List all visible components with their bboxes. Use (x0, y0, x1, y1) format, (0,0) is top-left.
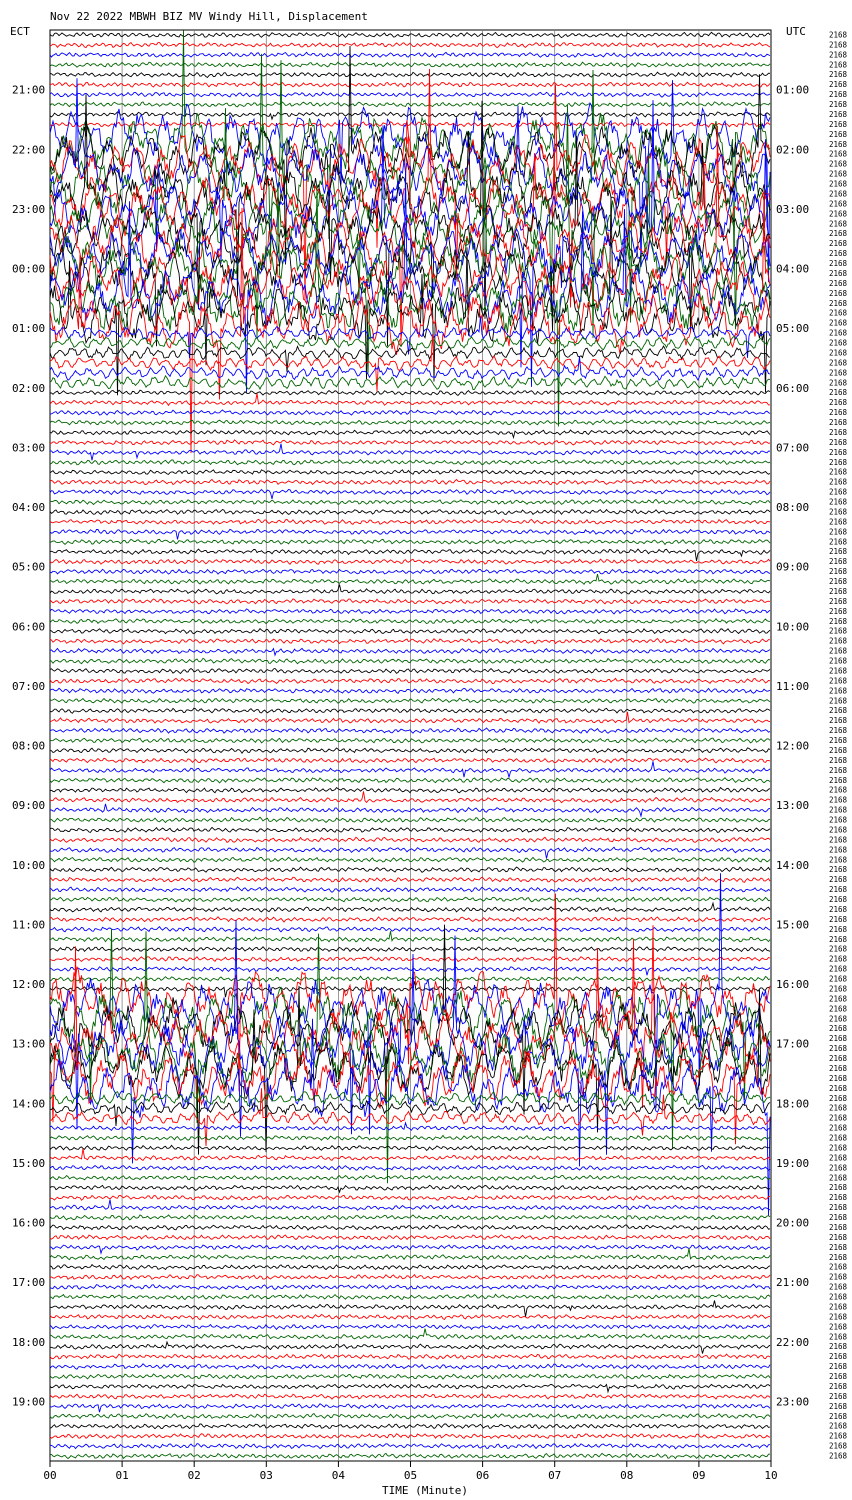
ect-hour-label: 09:00 (12, 799, 46, 813)
gain-label: 2168 (829, 288, 848, 298)
gain-label: 2168 (829, 636, 848, 646)
gain-label: 2168 (829, 1193, 848, 1203)
gain-label: 2168 (829, 30, 848, 40)
utc-hour-label: 04:00 (776, 262, 810, 276)
utc-hour-label: 17:00 (776, 1037, 810, 1051)
gain-label: 2168 (829, 1362, 848, 1372)
ect-hour-label: 13:00 (12, 1037, 46, 1051)
ect-hour-label: 11:00 (12, 918, 46, 932)
gain-label: 2168 (829, 914, 848, 924)
gain-label: 2168 (829, 964, 848, 974)
gain-label: 2168 (829, 676, 848, 686)
gain-label: 2168 (829, 1123, 848, 1133)
gain-label: 2168 (829, 497, 848, 507)
gain-label: 2168 (829, 50, 848, 60)
ect-hour-label: 07:00 (12, 679, 46, 693)
utc-hour-label: 12:00 (776, 739, 810, 753)
ect-hour-label: 16:00 (12, 1216, 46, 1230)
gain-label: 2168 (829, 60, 848, 70)
gain-label: 2168 (829, 278, 848, 288)
gain-label: 2168 (829, 904, 848, 914)
gain-label: 2168 (829, 1222, 848, 1232)
ect-hour-label: 00:00 (12, 262, 46, 276)
gain-label: 2168 (829, 626, 848, 636)
gain-label: 2168 (829, 338, 848, 348)
utc-hour-label: 06:00 (776, 381, 810, 395)
gain-label: 2168 (829, 149, 848, 159)
x-tick-label: 08 (620, 1469, 634, 1482)
ect-hour-label: 14:00 (12, 1097, 46, 1111)
gain-label: 2168 (829, 736, 848, 746)
ect-hour-label: 18:00 (12, 1335, 46, 1349)
gain-label: 2168 (829, 845, 848, 855)
gain-label: 2168 (829, 119, 848, 129)
gain-label: 2168 (829, 1113, 848, 1123)
gain-label: 2168 (829, 1133, 848, 1143)
utc-hour-label: 10:00 (776, 620, 810, 634)
gain-label: 2168 (829, 1342, 848, 1352)
gain-label: 2168 (829, 328, 848, 338)
ect-hour-label: 23:00 (12, 202, 46, 216)
utc-hour-label: 02:00 (776, 143, 810, 157)
utc-hour-label: 07:00 (776, 441, 810, 455)
gain-label: 2168 (829, 298, 848, 308)
x-tick-label: 02 (187, 1469, 201, 1482)
gain-label: 2168 (829, 1004, 848, 1014)
gain-label: 2168 (829, 40, 848, 50)
left-timezone-label: ECT (10, 25, 30, 38)
gain-label: 2168 (829, 507, 848, 517)
gain-label: 2168 (829, 219, 848, 229)
gain-label: 2168 (829, 865, 848, 875)
gain-label: 2168 (829, 1044, 848, 1054)
gain-label: 2168 (829, 547, 848, 557)
gain-label: 2168 (829, 159, 848, 169)
gain-label: 2168 (829, 616, 848, 626)
x-tick-label: 01 (115, 1469, 129, 1482)
gain-label: 2168 (829, 696, 848, 706)
gain-label: 2168 (829, 378, 848, 388)
gain-label: 2168 (829, 388, 848, 398)
gain-label: 2168 (829, 944, 848, 954)
ect-hour-label: 06:00 (12, 620, 46, 634)
gain-label: 2168 (829, 1381, 848, 1391)
x-tick-label: 06 (475, 1469, 490, 1482)
chart-title: Nov 22 2022 MBWH BIZ MV Windy Hill, Displacement (50, 10, 368, 23)
gain-label: 2168 (829, 169, 848, 179)
gain-label: 2168 (829, 656, 848, 666)
gain-label: 2168 (829, 835, 848, 845)
gain-label: 2168 (829, 398, 848, 408)
utc-hour-label: 13:00 (776, 799, 810, 813)
gain-label: 2168 (829, 139, 848, 149)
gain-label: 2168 (829, 1143, 848, 1153)
x-tick-label: 05 (403, 1469, 418, 1482)
gain-label: 2168 (829, 954, 848, 964)
utc-hour-label: 03:00 (776, 202, 810, 216)
gain-label: 2168 (829, 100, 848, 110)
utc-hour-label: 19:00 (776, 1156, 810, 1170)
x-tick-label: 09 (692, 1469, 706, 1482)
gain-label: 2168 (829, 1312, 848, 1322)
gain-label: 2168 (829, 1203, 848, 1213)
gain-label: 2168 (829, 596, 848, 606)
gain-label: 2168 (829, 855, 848, 865)
gain-label: 2168 (829, 1073, 848, 1083)
utc-hour-label: 11:00 (776, 679, 810, 693)
gain-label: 2168 (829, 825, 848, 835)
gain-label: 2168 (829, 467, 848, 477)
ect-hour-label: 12:00 (12, 978, 46, 991)
gain-label: 2168 (829, 199, 848, 209)
gain-labels (829, 30, 848, 1460)
gain-label: 2168 (829, 90, 848, 100)
gain-label: 2168 (829, 70, 848, 80)
gain-label: 2168 (829, 1232, 848, 1242)
x-tick-label: 03 (259, 1469, 273, 1482)
gain-label: 2168 (829, 109, 848, 119)
ect-hour-label: 17:00 (12, 1276, 46, 1290)
gain-label: 2168 (829, 775, 848, 785)
gain-label: 2168 (829, 477, 848, 487)
ect-hour-label: 08:00 (12, 739, 46, 753)
gain-label: 2168 (829, 606, 848, 616)
gain-label: 2168 (829, 875, 848, 885)
gain-label: 2168 (829, 586, 848, 596)
gain-label: 2168 (829, 745, 848, 755)
gain-label: 2168 (829, 706, 848, 716)
gain-label: 2168 (829, 537, 848, 547)
gain-label: 2168 (829, 1332, 848, 1342)
gain-label: 2168 (829, 557, 848, 567)
utc-hour-label: 20:00 (776, 1216, 810, 1230)
gain-label: 2168 (829, 716, 848, 726)
gain-label: 2168 (829, 1024, 848, 1034)
utc-hour-label: 08:00 (776, 501, 810, 514)
gain-label: 2168 (829, 418, 848, 428)
utc-hour-label: 16:00 (776, 978, 810, 991)
gain-label: 2168 (829, 1272, 848, 1282)
ect-hour-label: 21:00 (12, 83, 46, 97)
gain-label: 2168 (829, 179, 848, 189)
ect-hour-label: 03:00 (12, 441, 46, 455)
utc-hour-label: 22:00 (776, 1335, 810, 1349)
gain-label: 2168 (829, 1103, 848, 1113)
gain-label: 2168 (829, 1153, 848, 1163)
gain-label: 2168 (829, 487, 848, 497)
x-tick-label: 07 (548, 1469, 562, 1482)
gain-label: 2168 (829, 427, 848, 437)
utc-hour-label: 21:00 (776, 1276, 810, 1290)
gain-label: 2168 (829, 1401, 848, 1411)
gain-label: 2168 (829, 447, 848, 457)
gain-label: 2168 (829, 567, 848, 577)
gain-label: 2168 (829, 229, 848, 239)
gain-label: 2168 (829, 1262, 848, 1272)
gain-label: 2168 (829, 249, 848, 259)
gain-label: 2168 (829, 1302, 848, 1312)
ect-hour-label: 01:00 (12, 322, 46, 336)
x-tick-label: 04 (331, 1469, 346, 1482)
utc-hour-label: 14:00 (776, 858, 810, 872)
ect-hour-label: 15:00 (12, 1156, 46, 1170)
gain-label: 2168 (829, 239, 848, 249)
gain-label: 2168 (829, 1014, 848, 1024)
gain-label: 2168 (829, 765, 848, 775)
gain-label: 2168 (829, 755, 848, 765)
gain-label: 2168 (829, 726, 848, 736)
gain-label: 2168 (829, 1242, 848, 1252)
gain-label: 2168 (829, 189, 848, 199)
gain-label: 2168 (829, 1063, 848, 1073)
gain-label: 2168 (829, 666, 848, 676)
gain-label: 2168 (829, 1391, 848, 1401)
x-tick-label: 10 (764, 1469, 778, 1482)
utc-hour-label: 05:00 (776, 322, 810, 336)
gain-label: 2168 (829, 517, 848, 527)
gain-label: 2168 (829, 209, 848, 219)
gain-label: 2168 (829, 895, 848, 905)
ect-hour-label: 05:00 (12, 560, 46, 574)
gain-label: 2168 (829, 1352, 848, 1362)
gain-label: 2168 (829, 1173, 848, 1183)
gain-label: 2168 (829, 934, 848, 944)
utc-hour-label: 09:00 (776, 560, 810, 574)
ect-hour-label: 04:00 (12, 501, 46, 514)
gain-label: 2168 (829, 1183, 848, 1193)
gain-label: 2168 (829, 437, 848, 447)
gain-label: 2168 (829, 924, 848, 934)
gain-label: 2168 (829, 358, 848, 368)
gain-label: 2168 (829, 348, 848, 358)
gain-label: 2168 (829, 1322, 848, 1332)
gain-label: 2168 (829, 984, 848, 994)
gain-label: 2168 (829, 129, 848, 139)
gain-label: 2168 (829, 785, 848, 795)
gain-label: 2168 (829, 1282, 848, 1292)
gain-label: 2168 (829, 815, 848, 825)
gain-label: 2168 (829, 885, 848, 895)
right-timezone-label: UTC (786, 25, 806, 38)
gain-label: 2168 (829, 994, 848, 1004)
gain-label: 2168 (829, 1292, 848, 1302)
utc-hour-label: 01:00 (776, 83, 810, 97)
gain-label: 2168 (829, 1421, 848, 1431)
gain-label: 2168 (829, 1054, 848, 1064)
gain-label: 2168 (829, 80, 848, 90)
gain-label: 2168 (829, 1083, 848, 1093)
ect-hour-label: 19:00 (12, 1395, 46, 1409)
gain-label: 2168 (829, 457, 848, 467)
gain-label: 2168 (829, 577, 848, 587)
gain-label: 2168 (829, 1163, 848, 1173)
gain-label: 2168 (829, 1451, 848, 1461)
gain-label: 2168 (829, 805, 848, 815)
gain-label: 2168 (829, 527, 848, 537)
gain-label: 2168 (829, 1252, 848, 1262)
gain-label: 2168 (829, 318, 848, 328)
gain-label: 2168 (829, 308, 848, 318)
utc-hour-label: 15:00 (776, 918, 810, 932)
gain-label: 2168 (829, 268, 848, 278)
ect-hour-label: 02:00 (12, 381, 46, 395)
gain-label: 2168 (829, 1093, 848, 1103)
utc-hour-label: 23:00 (776, 1395, 810, 1409)
gain-label: 2168 (829, 408, 848, 418)
ect-hour-label: 10:00 (12, 858, 46, 872)
utc-hour-label: 18:00 (776, 1097, 810, 1111)
gain-label: 2168 (829, 795, 848, 805)
gain-label: 2168 (829, 646, 848, 656)
gain-label: 2168 (829, 1372, 848, 1382)
gain-label: 2168 (829, 259, 848, 269)
gain-label: 2168 (829, 974, 848, 984)
x-axis-title: TIME (Minute) (381, 1484, 469, 1497)
gain-label: 2168 (829, 1034, 848, 1044)
gain-label: 2168 (829, 1441, 848, 1451)
x-tick-label: 00 (43, 1469, 57, 1482)
gain-label: 2168 (829, 1431, 848, 1441)
gain-label: 2168 (829, 1213, 848, 1223)
gain-label: 2168 (829, 1411, 848, 1421)
ect-hour-label: 22:00 (12, 143, 46, 157)
gain-label: 2168 (829, 368, 848, 378)
gain-label: 2168 (829, 686, 848, 696)
